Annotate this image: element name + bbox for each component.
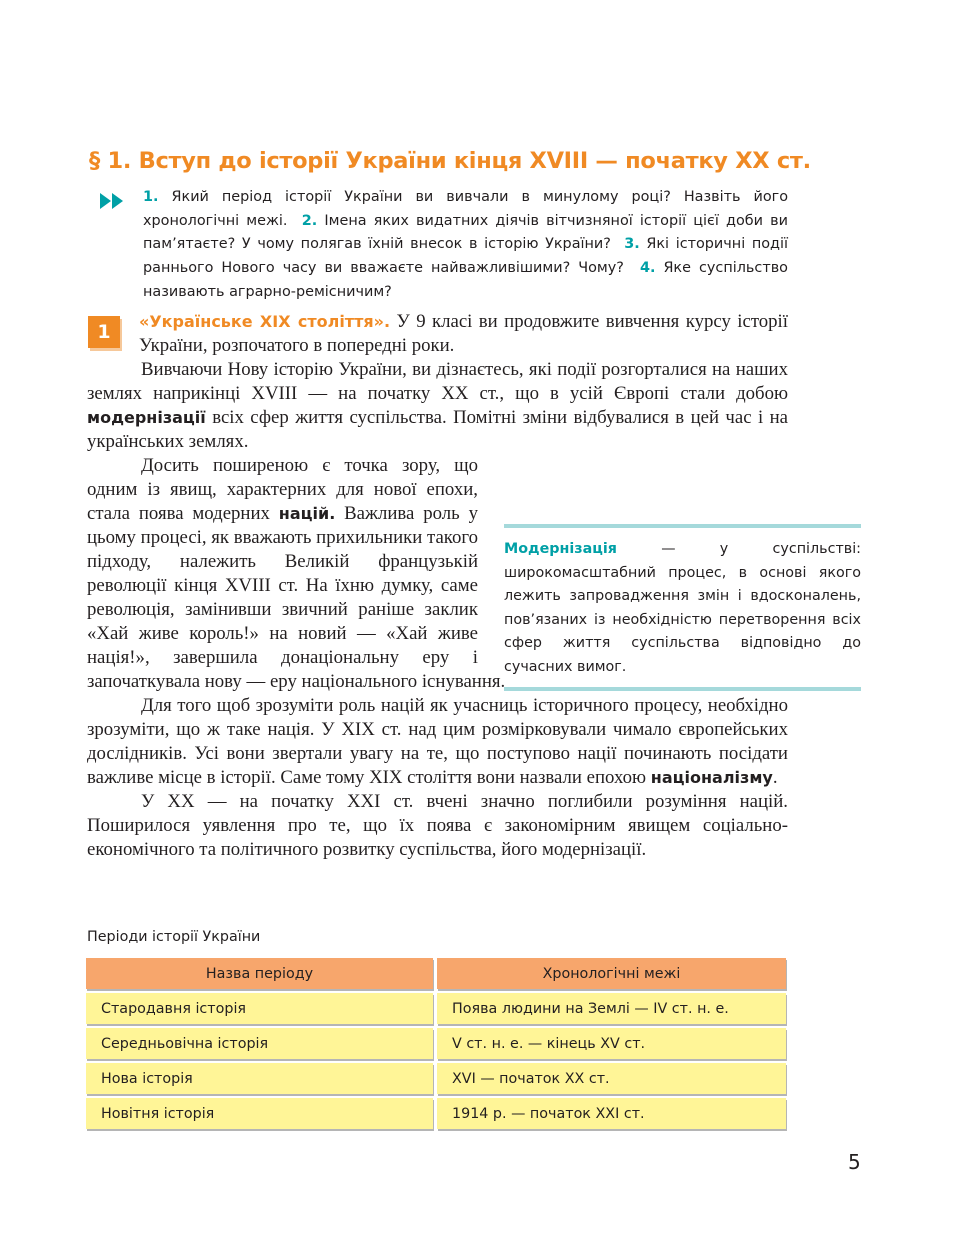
table-row: [86, 1063, 788, 1094]
paragraph: Досить поширеною є точка зору, що одним із явищ, характерних для нової епохи, стала поява модерних націй. Важлива роль у цьому процесі, як вважають прихильники такого підходу, належить Великій французькій революції кінця XVIII ст. На їхню думку, саме революція, замінивши звичний раніше заклик «Хай живе король!» на новий — «Хай живе нація!», завершила донаціональну еру і започаткувала нову — еру національного існування.: [87, 455, 506, 692]
table-cell: Нова історія: [86, 1063, 433, 1094]
table-header-row: [86, 958, 788, 989]
question-number: 2.: [301, 212, 318, 229]
section-number-badge: 1: [88, 316, 120, 348]
table-cell: Стародавня історія: [86, 993, 433, 1024]
table-cell: Середньовічна історія: [86, 1028, 433, 1059]
table-row: [86, 1028, 788, 1059]
table-header: Хронологічні межі: [437, 958, 786, 989]
question-number: 1.: [143, 189, 159, 205]
question-text: Імена яких видатних діячів вітчизняної історії цієї доби ви пам’ятаєте? У чому полягав їхній внесок в історію України?: [143, 212, 788, 253]
review-questions: [143, 186, 788, 305]
section-intro: [139, 310, 788, 358]
table-row: [86, 993, 788, 1024]
table-row: [86, 1098, 788, 1129]
paragraph: Для того щоб зрозуміти роль націй як учасниць історичного процесу, необхідно зрозуміти, що ж таке нація. У XIX ст. над цим розмірковували чимало європейських дослідників. Усі вони звертали увагу на те, що поступово нації починають посідати важливе місце в історії. Саме тому XIX століття вони назвали епохою націоналізму.: [87, 695, 788, 788]
definition-text: — у суспільстві: широкомасштабний процес, в основі якого лежить запровадження змін і вдосконалень, пов’язаних із необхідністю перетворення всіх сфер життя суспільства відповідно до сучасних вимог.: [504, 541, 861, 675]
periods-table: [86, 958, 788, 1133]
keyword: націй.: [278, 504, 336, 523]
body-text-upper: [87, 358, 788, 454]
table-cell: Поява людини на Землі — IV ст. н. е.: [437, 993, 786, 1024]
table-header: Назва періоду: [86, 958, 433, 989]
question-text: Які історичні події раннього Нового часу ви вважаєте найважливішими? Чому?: [143, 236, 788, 277]
table-cell: V ст. н. е. — кінець XV ст.: [437, 1028, 786, 1059]
paragraph-text: У 9 класі ви продовжите вивчення курсу історії України, розпочатого в попередні роки.: [139, 311, 788, 356]
question-number: 4.: [639, 260, 656, 277]
page-number: 5: [848, 1150, 861, 1174]
page-title: § 1. Вступ до історії України кінця XVIII — початку XX ст.: [89, 148, 811, 174]
paragraph: Вивчаючи Нову історію України, ви дізнаєтесь, які події розгорталися на наших землях наприкінці XVIII — на початку XX ст., що в усій Європі стали добою модернізації всіх сфер життя суспільства. Помітні зміни відбувалися в цей час і на українських землях.: [87, 359, 788, 452]
keyword: модернізації: [87, 408, 206, 427]
definition-box: [504, 524, 861, 691]
table-caption: Періоди історії України: [87, 929, 261, 945]
keyword: націоналізму: [650, 768, 773, 787]
double-arrow-icon: [100, 192, 126, 210]
question-number: 3.: [624, 236, 640, 253]
definition-term: Модернізація: [504, 541, 617, 557]
body-text-lower: [87, 694, 788, 862]
paragraph: У XX — на початку XXI ст. вчені значно поглибили розуміння націй. Поширилося уявлення про те, що їх поява є закономірним явищем соціально-економічного та політичного розвитку суспільства, його модернізації.: [87, 791, 788, 860]
section-heading: «Українське XIX століття».: [139, 312, 391, 331]
question-text: Яке суспільство називають аграрно-ремісничим?: [143, 260, 788, 300]
question-text: Який період історії України ви вивчали в минулому році? Назвіть його хронологічні межі.: [143, 189, 789, 229]
table-cell: 1914 р. — початок XXI ст.: [437, 1098, 786, 1129]
table-cell: XVI — початок XX ст.: [437, 1063, 786, 1094]
table-cell: Новітня історія: [86, 1098, 433, 1129]
